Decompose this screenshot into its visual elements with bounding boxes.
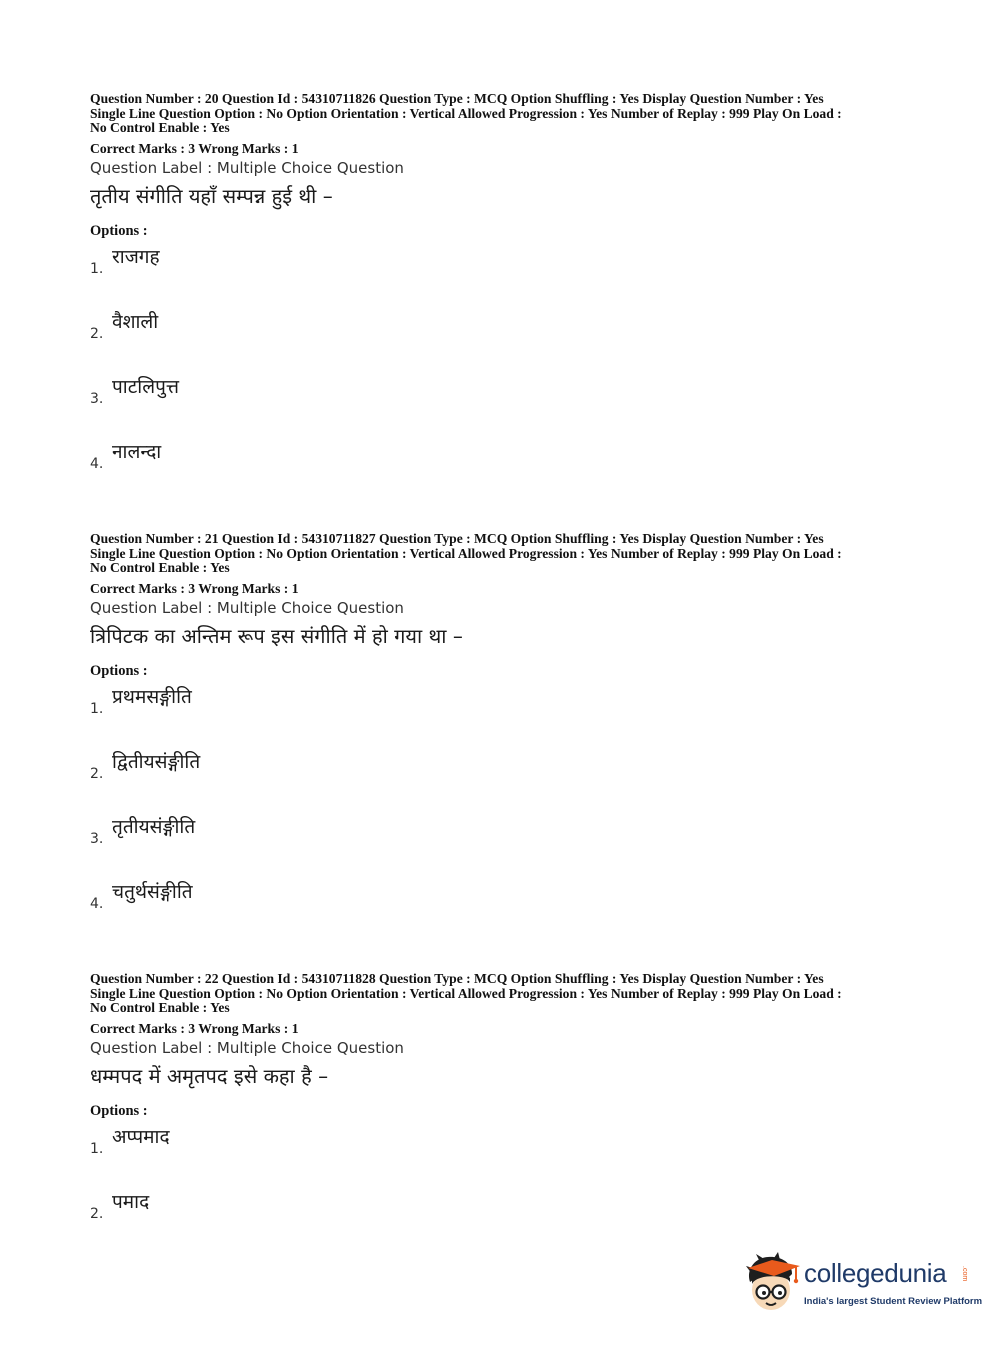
question-meta-line: No Control Enable : Yes (90, 560, 230, 575)
marks-info: Correct Marks : 3 Wrong Marks : 1 (90, 580, 299, 596)
option-text: वैशाली (112, 310, 159, 333)
option-text: द्वितीयसंङ्गीति (112, 750, 201, 773)
option-item (90, 304, 920, 369)
question-text: धम्मपद में अमृतपद इसे कहा है – (90, 1063, 329, 1088)
logo-suffix: .com (961, 1266, 968, 1282)
question-text: तृतीय संगीति यहाँ सम्पन्न हुई थी – (90, 183, 333, 208)
option-number: 4. (90, 895, 104, 912)
options-heading: Options : (90, 1102, 148, 1119)
question-label: Question Label : Multiple Choice Question (90, 158, 404, 177)
question-label: Question Label : Multiple Choice Question (90, 598, 404, 617)
question-label: Question Label : Multiple Choice Question (90, 1038, 404, 1057)
option-item (90, 809, 920, 874)
question-meta-line: No Control Enable : Yes (90, 1000, 230, 1015)
option-item (90, 679, 920, 744)
option-text: नालन्दा (112, 440, 162, 463)
option-number: 2. (90, 1205, 104, 1222)
option-text: पमाद (112, 1190, 150, 1213)
option-item (90, 369, 920, 434)
question-meta-line: Single Line Question Option : No Option Orientation : Vertical Allowed Progression : Yes Number of Replay : 999 Play On Load : (90, 105, 842, 121)
option-number: 1. (90, 1140, 104, 1157)
logo-name: collegedunia (804, 1258, 947, 1288)
question-meta-line: Single Line Question Option : No Option Orientation : Vertical Allowed Progression : Yes Number of Replay : 999 Play On Load : (90, 985, 842, 1001)
option-number: 4. (90, 455, 104, 472)
option-text: अप्पमाद (112, 1125, 170, 1148)
option-text: चतुर्थसंङ्गीति (112, 880, 193, 903)
option-number: 3. (90, 390, 104, 407)
option-number: 2. (90, 765, 104, 782)
option-item (90, 1119, 920, 1184)
options-list (90, 239, 920, 499)
option-number: 1. (90, 700, 104, 717)
question-text: त्रिपिटक का अन्तिम रूप इस संगीति में हो गया था – (90, 623, 463, 648)
option-text: प्रथमसङ्गीति (112, 685, 192, 708)
options-heading: Options : (90, 662, 148, 679)
option-item (90, 239, 920, 304)
question-meta-line: Question Number : 20 Question Id : 54310711826 Question Type : MCQ Option Shuffling : Yes Display Question Number : Yes (90, 91, 824, 106)
options-list (90, 1119, 920, 1249)
question-meta-line: Question Number : 21 Question Id : 54310711827 Question Type : MCQ Option Shuffling : Yes Display Question Number : Yes (90, 531, 824, 546)
option-number: 1. (90, 260, 104, 277)
question-block (90, 972, 920, 1249)
option-item (90, 744, 920, 809)
options-heading: Options : (90, 222, 148, 239)
option-number: 2. (90, 325, 104, 342)
option-text: राजगह (112, 245, 160, 268)
option-number: 3. (90, 830, 104, 847)
question-meta-line: Single Line Question Option : No Option Orientation : Vertical Allowed Progression : Yes Number of Replay : 999 Play On Load : (90, 545, 842, 561)
option-text: तृतीयसंङ्गीति (112, 815, 196, 838)
question-meta-line: Question Number : 22 Question Id : 54310711828 Question Type : MCQ Option Shuffling : Yes Display Question Number : Yes (90, 971, 824, 986)
mascot-icon (742, 1252, 802, 1314)
question-block (90, 532, 920, 939)
option-item (90, 434, 920, 499)
option-item (90, 874, 920, 939)
marks-info: Correct Marks : 3 Wrong Marks : 1 (90, 140, 299, 156)
option-item (90, 1184, 920, 1249)
option-text: पाटलिपुत्त (112, 375, 180, 398)
collegedunia-logo (742, 1252, 983, 1314)
marks-info: Correct Marks : 3 Wrong Marks : 1 (90, 1020, 299, 1036)
logo-tagline: India's largest Student Review Platform (804, 1296, 983, 1307)
question-meta-line: No Control Enable : Yes (90, 120, 230, 135)
question-block (90, 92, 920, 499)
options-list (90, 679, 920, 939)
